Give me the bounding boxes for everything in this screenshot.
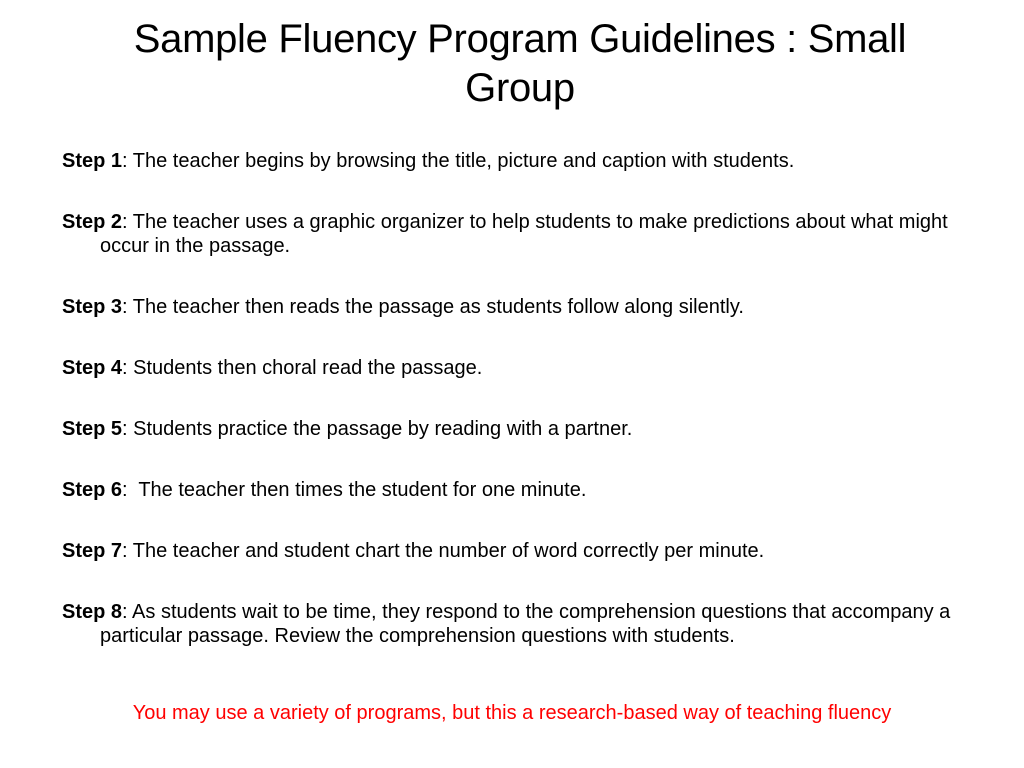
step-text: : The teacher then times the student for one minute. xyxy=(122,479,587,501)
fluency-note: You may use a variety of programs, but this a research-based way of teaching fluency xyxy=(132,702,892,724)
step-text: : Students practice the passage by reading with a partner. xyxy=(122,418,633,440)
step-text: : The teacher uses a graphic organizer to help students to make predictions about what might occur in the passage. xyxy=(100,211,948,257)
step-label: Step 1 xyxy=(62,150,123,172)
step-text: : The teacher begins by browsing the title, picture and caption with students. xyxy=(122,150,795,172)
slide-title: Sample Fluency Program Guidelines : Small Group xyxy=(133,17,907,110)
step-label: Step 5 xyxy=(62,418,123,440)
steps-list xyxy=(62,149,962,685)
step-6 xyxy=(62,478,962,502)
step-label: Step 8 xyxy=(62,601,123,623)
step-label: Step 6 xyxy=(62,479,123,501)
step-text: : Students then choral read the passage. xyxy=(122,357,483,379)
step-label: Step 3 xyxy=(62,296,123,318)
step-text: : The teacher then reads the passage as students follow along silently. xyxy=(122,296,744,318)
step-label: Step 7 xyxy=(62,540,123,562)
step-3 xyxy=(62,295,962,319)
step-1 xyxy=(62,149,962,173)
step-label: Step 2 xyxy=(62,211,123,233)
step-2 xyxy=(62,210,962,258)
step-4 xyxy=(62,356,962,380)
step-7 xyxy=(62,539,962,563)
step-label: Step 4 xyxy=(62,357,123,379)
step-text: : As students wait to be time, they respond to the comprehension questions that accompany a particular passage. Review the comprehension questions with students. xyxy=(100,601,951,647)
step-5 xyxy=(62,417,962,441)
step-8 xyxy=(62,600,962,648)
step-text: : The teacher and student chart the number of word correctly per minute. xyxy=(122,540,765,562)
